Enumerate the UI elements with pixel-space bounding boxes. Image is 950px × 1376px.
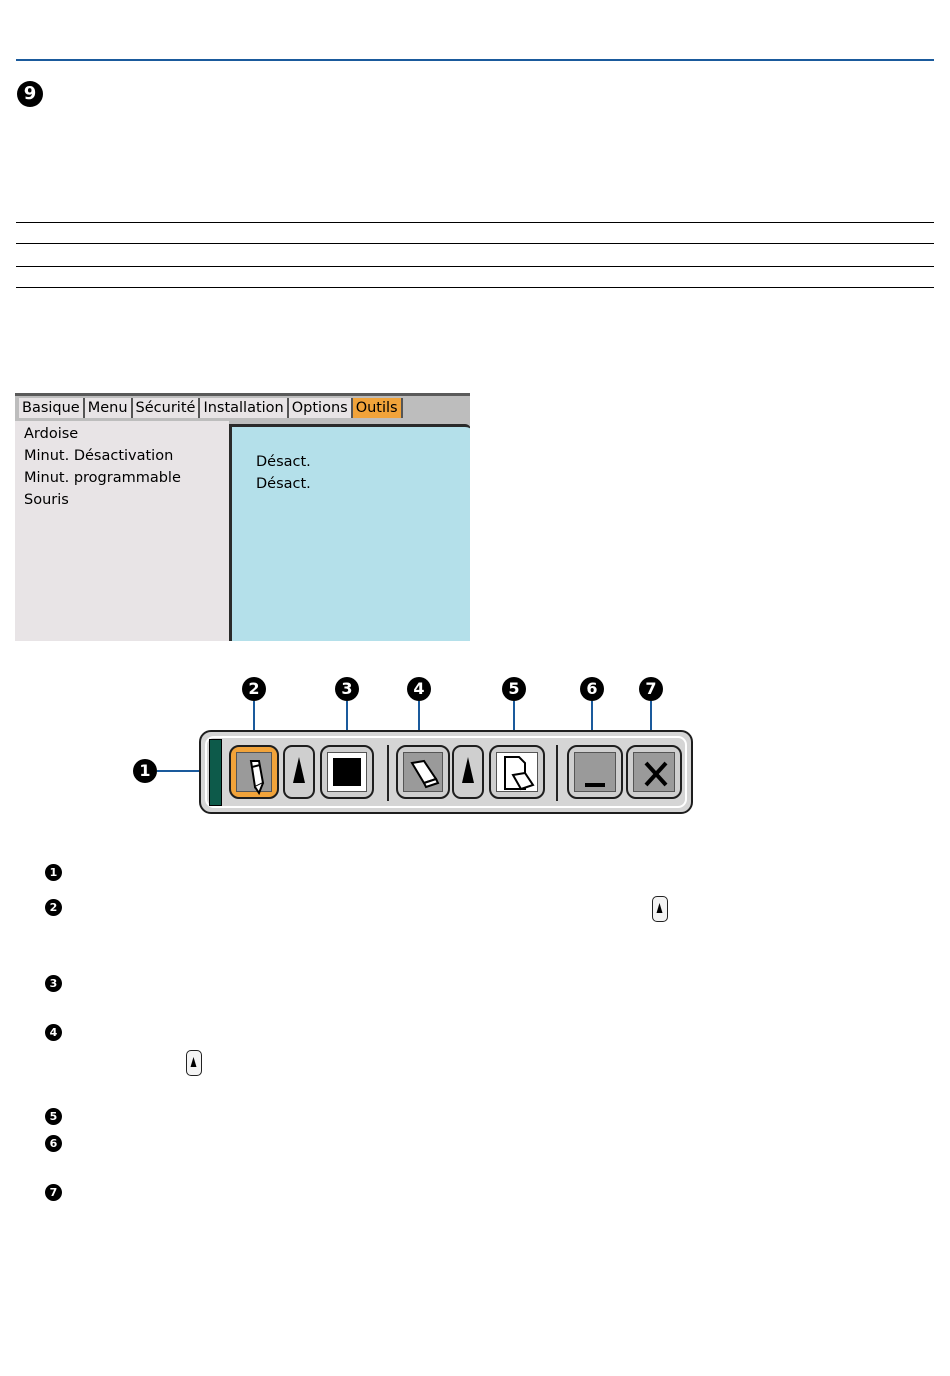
close-icon [634, 753, 678, 795]
tab-securite[interactable]: Sécurité [133, 398, 201, 418]
osd-tab-bar [19, 398, 403, 418]
menu-item-minut-programmable[interactable]: Minut. programmable [24, 470, 181, 486]
callout-4: 4 [407, 677, 431, 701]
pen-button[interactable] [229, 745, 279, 799]
callout-6: 6 [580, 677, 604, 701]
menu-item-souris[interactable]: Souris [24, 492, 69, 508]
eraser-icon [404, 753, 446, 795]
list-number-1: 1 [45, 864, 62, 881]
minimize-icon [585, 783, 605, 787]
callout-5: 5 [502, 677, 526, 701]
section-number: 9 [17, 81, 43, 107]
eraser-size-button[interactable] [452, 745, 484, 799]
inline-size-icon [652, 896, 668, 922]
toolbar-separator [556, 745, 558, 801]
tab-outils[interactable]: Outils [353, 398, 403, 418]
list-number-3: 3 [45, 975, 62, 992]
osd-top-border [15, 393, 470, 396]
callout-2: 2 [242, 677, 266, 701]
callout-1: 1 [133, 759, 157, 783]
callout-3: 3 [335, 677, 359, 701]
toolbar-separator [387, 745, 389, 801]
tab-basique[interactable]: Basique [19, 398, 85, 418]
osd-menu [15, 393, 470, 641]
value-minut-programmable: Désact. [256, 476, 311, 492]
menu-item-minut-desactivation[interactable]: Minut. Désactivation [24, 448, 174, 464]
table-rule [16, 243, 934, 244]
color-button[interactable] [320, 745, 374, 799]
list-number-4: 4 [45, 1024, 62, 1041]
inline-size-icon [186, 1050, 202, 1076]
size-arrow-icon [454, 747, 482, 797]
callout-7: 7 [639, 677, 663, 701]
size-arrow-icon [285, 747, 313, 797]
size-arrow-icon [187, 1051, 200, 1074]
pen-size-button[interactable] [283, 745, 315, 799]
tab-installation[interactable]: Installation [200, 398, 288, 418]
clear-page-icon [497, 753, 541, 795]
list-number-6: 6 [45, 1135, 62, 1152]
value-minut-desactivation: Désact. [256, 454, 311, 470]
header-rule [16, 59, 934, 61]
clear-button[interactable] [489, 745, 545, 799]
osd-item-list [15, 421, 229, 641]
list-number-2: 2 [45, 899, 62, 916]
color-square-icon [333, 758, 361, 786]
tab-options[interactable]: Options [289, 398, 353, 418]
menu-item-ardoise[interactable]: Ardoise [24, 426, 79, 442]
eraser-button[interactable] [396, 745, 450, 799]
table-rule [16, 287, 934, 288]
list-number-7: 7 [45, 1184, 62, 1201]
size-arrow-icon [653, 897, 666, 920]
table-rule [16, 222, 934, 223]
close-button[interactable] [626, 745, 682, 799]
table-rule [16, 266, 934, 267]
tab-menu[interactable]: Menu [85, 398, 133, 418]
minimize-button[interactable] [567, 745, 623, 799]
grip-handle[interactable] [209, 739, 222, 806]
list-number-5: 5 [45, 1108, 62, 1125]
pen-icon [237, 753, 275, 795]
